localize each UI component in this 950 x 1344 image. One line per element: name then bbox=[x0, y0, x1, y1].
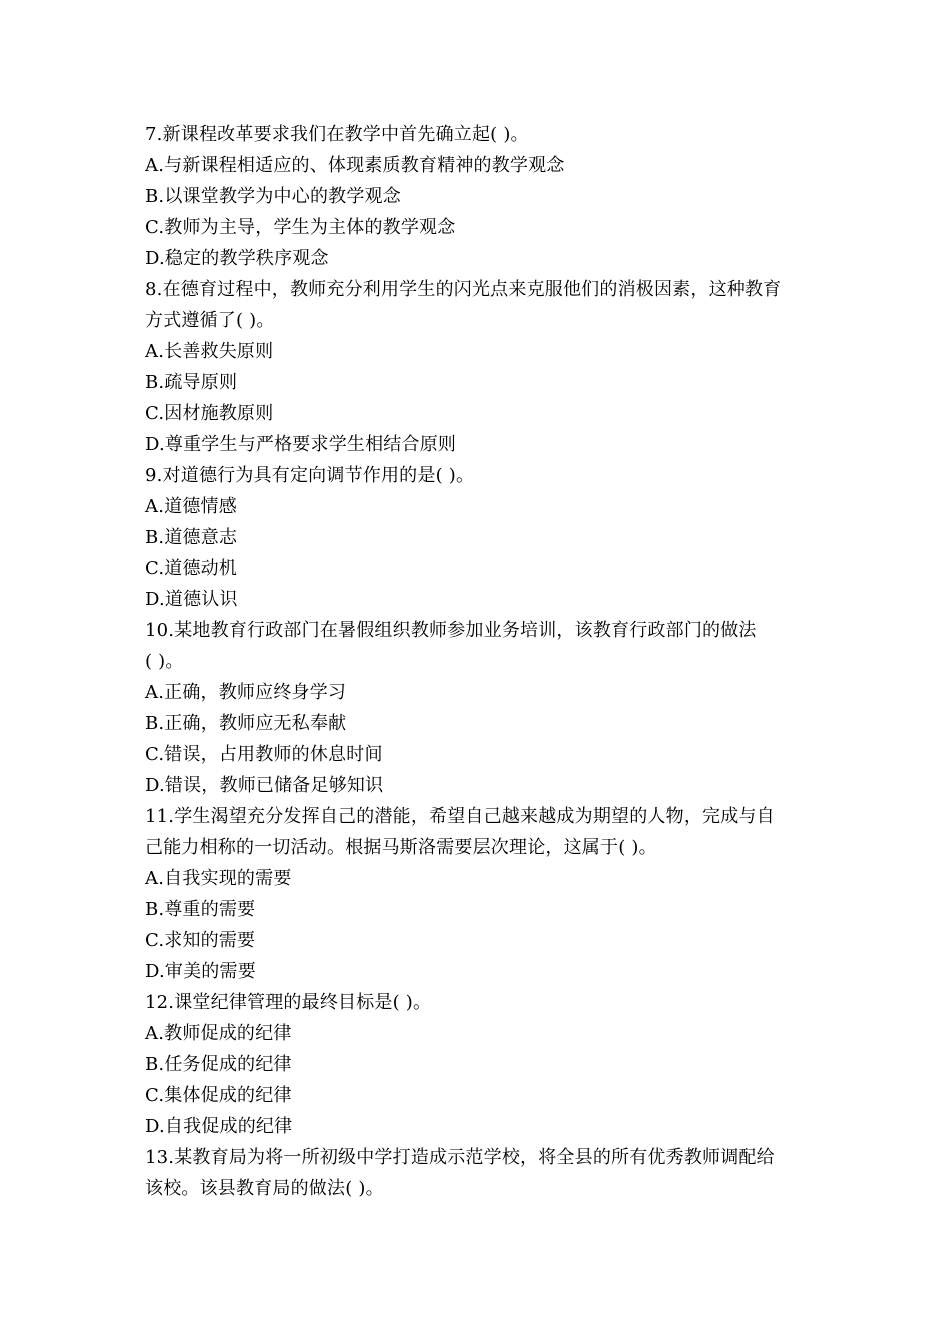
option-d: D.尊重学生与严格要求学生相结合原则 bbox=[145, 434, 457, 455]
option-b: B.正确，教师应无私奉献 bbox=[145, 713, 347, 734]
question-text: 7.新课程改革要求我们在教学中首先确立起( )。 bbox=[145, 124, 529, 145]
question-12 bbox=[145, 987, 813, 1142]
question-text-continued: ( )。 bbox=[145, 651, 184, 672]
option-d: D.稳定的教学秩序观念 bbox=[145, 248, 329, 269]
option-c: C.求知的需要 bbox=[145, 930, 256, 951]
option-c: C.错误，占用教师的休息时间 bbox=[145, 744, 383, 765]
question-text: 9.对道德行为具有定向调节作用的是( )。 bbox=[145, 465, 475, 486]
option-d: D.审美的需要 bbox=[145, 961, 256, 982]
option-a: A.道德情感 bbox=[145, 496, 237, 517]
question-text: 8.在德育过程中，教师充分利用学生的闪光点来克服他们的消极因素，这种教育 bbox=[145, 279, 782, 300]
question-text: 13.某教育局为将一所初级中学打造成示范学校，将全县的所有优秀教师调配给 bbox=[145, 1147, 775, 1168]
question-text-continued: 该校。该县教育局的做法( )。 bbox=[145, 1178, 384, 1199]
question-7 bbox=[145, 119, 813, 274]
question-11 bbox=[145, 801, 813, 987]
option-b: B.道德意志 bbox=[145, 527, 238, 548]
question-text: 12.课堂纪律管理的最终目标是( )。 bbox=[145, 992, 432, 1013]
document-page bbox=[145, 119, 813, 1204]
option-d: D.道德认识 bbox=[145, 589, 238, 610]
option-c: C.集体促成的纪律 bbox=[145, 1085, 292, 1106]
question-10 bbox=[145, 615, 813, 801]
option-c: C.教师为主导，学生为主体的教学观念 bbox=[145, 217, 456, 238]
question-9 bbox=[145, 460, 813, 615]
option-a: A.教师促成的纪律 bbox=[145, 1023, 292, 1044]
option-a: A.自我实现的需要 bbox=[145, 868, 292, 889]
option-b: B.以课堂教学为中心的教学观念 bbox=[145, 186, 401, 207]
option-d: D.错误，教师已储备足够知识 bbox=[145, 775, 384, 796]
option-b: B.疏导原则 bbox=[145, 372, 238, 393]
option-c: C.因材施教原则 bbox=[145, 403, 274, 424]
question-8 bbox=[145, 274, 813, 460]
question-text: 10.某地教育行政部门在暑假组织教师参加业务培训，该教育行政部门的做法 bbox=[145, 620, 757, 641]
option-a: A.正确，教师应终身学习 bbox=[145, 682, 347, 703]
option-d: D.自我促成的纪律 bbox=[145, 1116, 293, 1137]
question-text-continued: 方式遵循了( )。 bbox=[145, 310, 275, 331]
option-c: C.道德动机 bbox=[145, 558, 238, 579]
option-b: B.任务促成的纪律 bbox=[145, 1054, 292, 1075]
option-b: B.尊重的需要 bbox=[145, 899, 256, 920]
question-text-continued: 己能力相称的一切活动。根据马斯洛需要层次理论，这属于( )。 bbox=[145, 837, 657, 858]
question-text: 11.学生渴望充分发挥自己的潜能，希望自己越来越成为期望的人物，完成与自 bbox=[145, 806, 775, 827]
question-13 bbox=[145, 1142, 813, 1204]
option-a: A.长善救失原则 bbox=[145, 341, 274, 362]
option-a: A.与新课程相适应的、体现素质教育精神的教学观念 bbox=[145, 155, 565, 176]
